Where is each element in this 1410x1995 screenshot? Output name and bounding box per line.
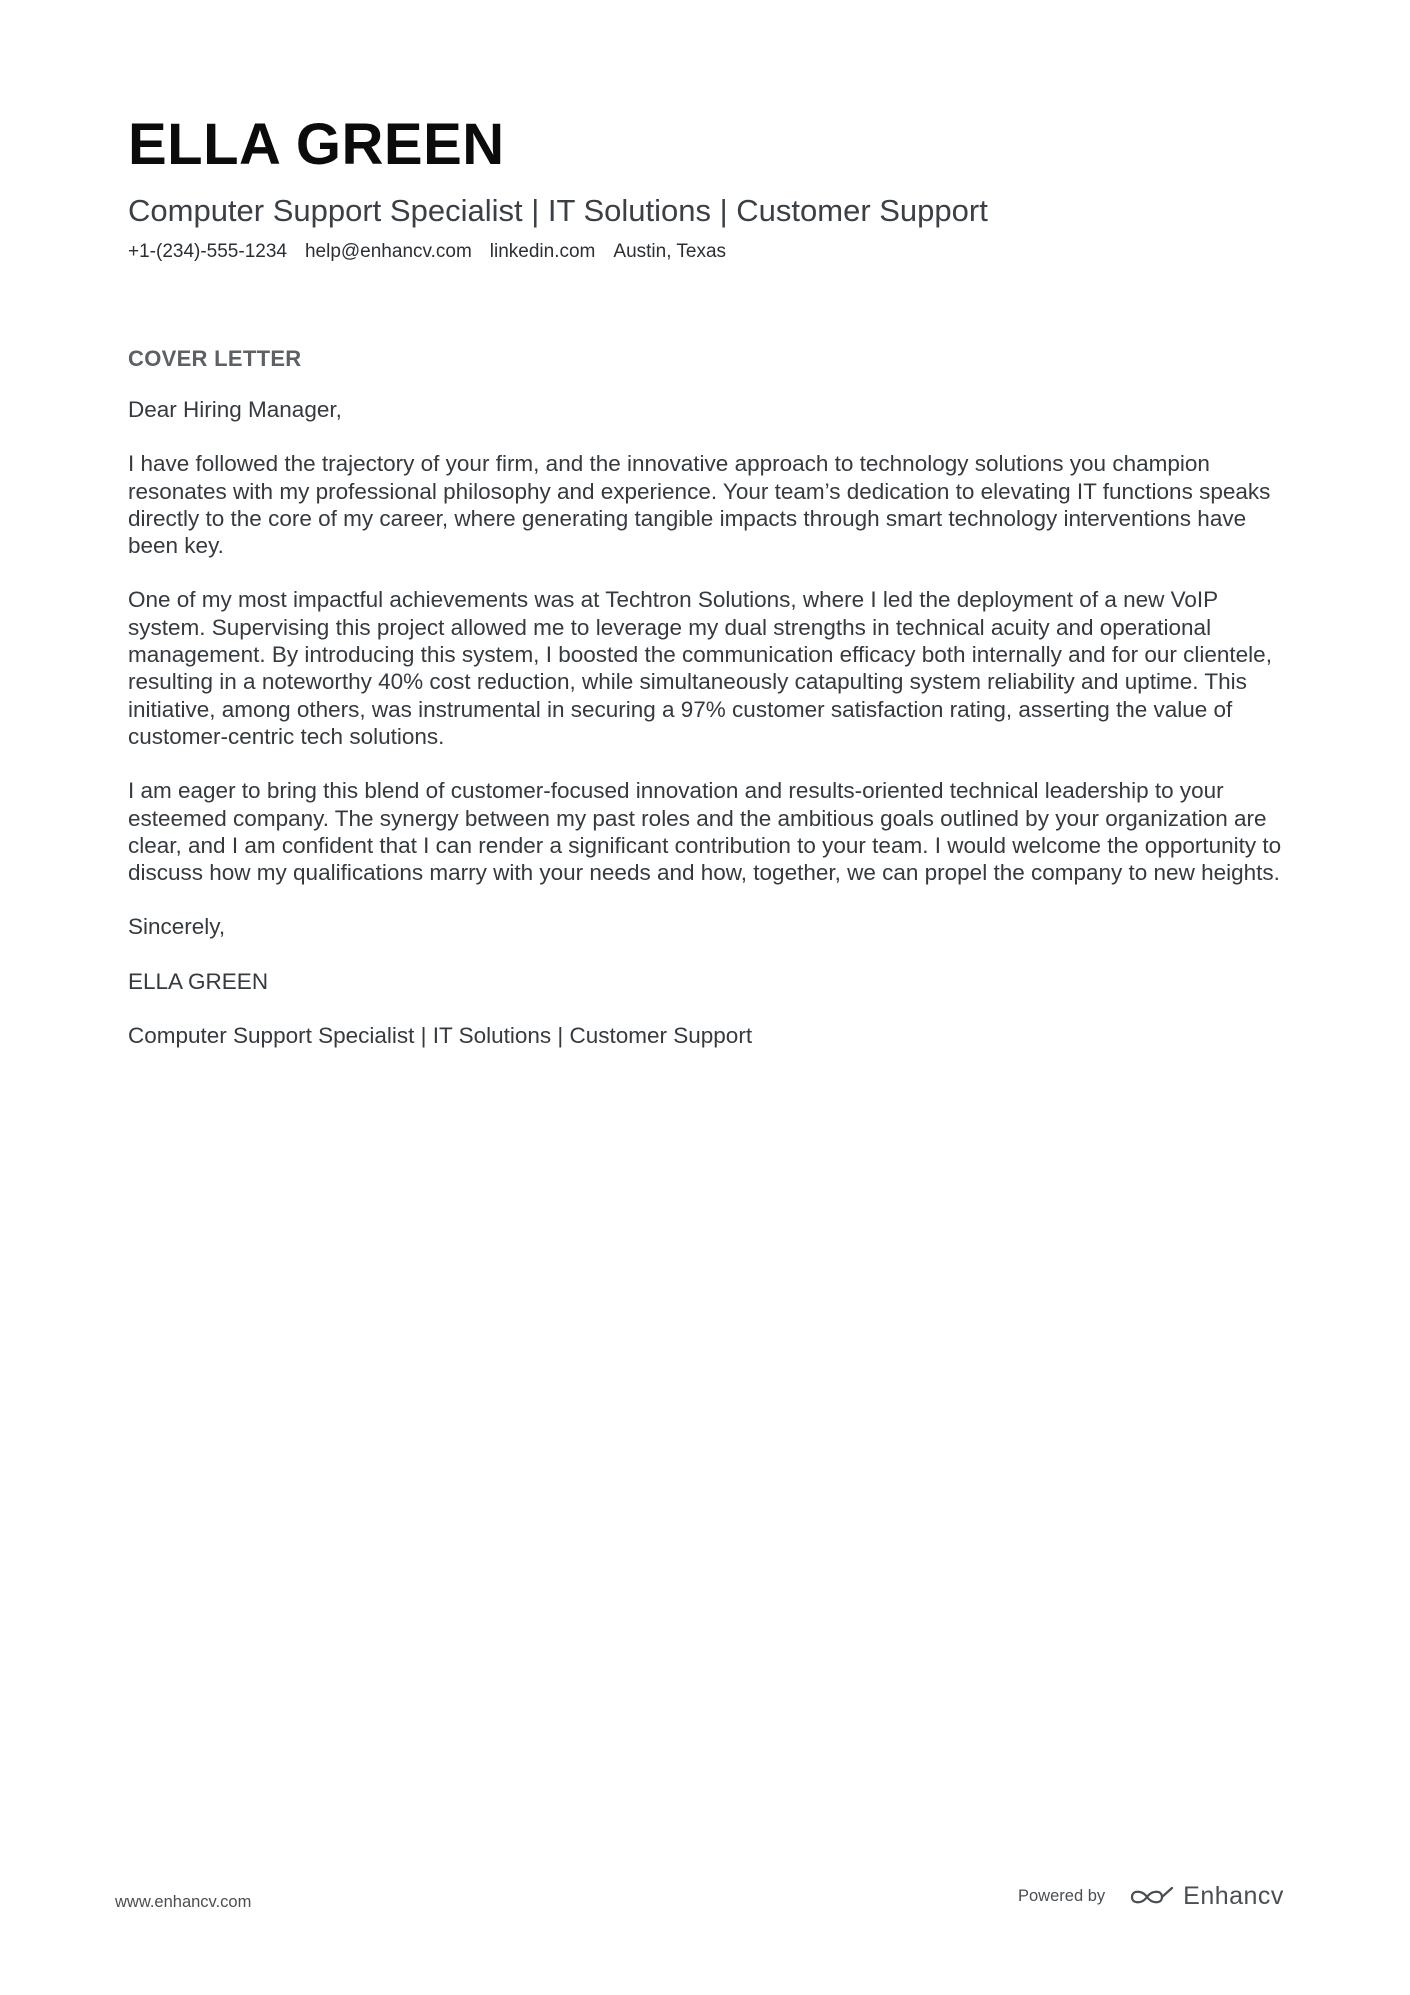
contact-linkedin: linkedin.com bbox=[489, 241, 596, 262]
letter-greeting: Dear Hiring Manager, bbox=[128, 397, 342, 422]
letter-paragraph-1: I have followed the trajectory of your firm, and the innovative approach to technology solutions you champion resonates with my professional philosophy and experience. Your team’s dedication to elevating IT functions speaks directly to the core of my career, where generating tangible impacts through smart technology interventions have been key. bbox=[128, 451, 1271, 559]
signature-name: ELLA GREEN bbox=[128, 968, 269, 994]
section-title: COVER LETTER bbox=[128, 346, 302, 371]
candidate-name: ELLA GREEN bbox=[128, 112, 505, 177]
enhancv-logo-icon bbox=[1129, 1885, 1175, 1909]
letter-body bbox=[128, 344, 1298, 1076]
letter-header bbox=[128, 112, 1288, 264]
letter-paragraph-3: I am eager to bring this blend of customer-focused innovation and results-oriented technical leadership to your esteemed company. The synergy between my past roles and the ambitious goals outlined by your organization are clear, and I am confident that I can render a significant contribution to your team. I would welcome the opportunity to discuss how my qualifications marry with your needs and how, together, we can propel the company to new heights. bbox=[128, 778, 1282, 886]
letter-closing: Sincerely, bbox=[128, 914, 226, 940]
footer-website[interactable]: www.enhancv.com bbox=[115, 1893, 252, 1911]
signature-title: Computer Support Specialist | IT Solutions | Customer Support bbox=[128, 1023, 753, 1049]
contact-location: Austin, Texas bbox=[613, 241, 727, 262]
brand-name: Enhancv bbox=[1183, 1882, 1284, 1910]
candidate-headline: Computer Support Specialist | IT Solutions | Customer Support bbox=[128, 193, 988, 228]
contact-phone: +1-(234)-555-1234 bbox=[128, 241, 287, 262]
contact-info bbox=[128, 240, 1288, 264]
letter-paragraph-2: One of my most impactful achievements was at Techtron Solutions, where I led the deployment of a new VoIP system. Supervising this project allowed me to leverage my dual strengths in technical acuity and operational management. By introducing this system, I boosted the communication efficacy both internally and for our clientele, resulting in a noteworthy 40% cost reduction, while simultaneously catapulting system reliability and uptime. This initiative, among others, was instrumental in securing a 97% customer satisfaction rating, asserting the value of customer-centric tech solutions. bbox=[128, 587, 1272, 749]
brand-logo[interactable] bbox=[1129, 1882, 1284, 1911]
contact-email: help@enhancv.com bbox=[304, 241, 472, 262]
footer-branding bbox=[1018, 1882, 1284, 1911]
powered-by-label: Powered by bbox=[1018, 1887, 1106, 1905]
